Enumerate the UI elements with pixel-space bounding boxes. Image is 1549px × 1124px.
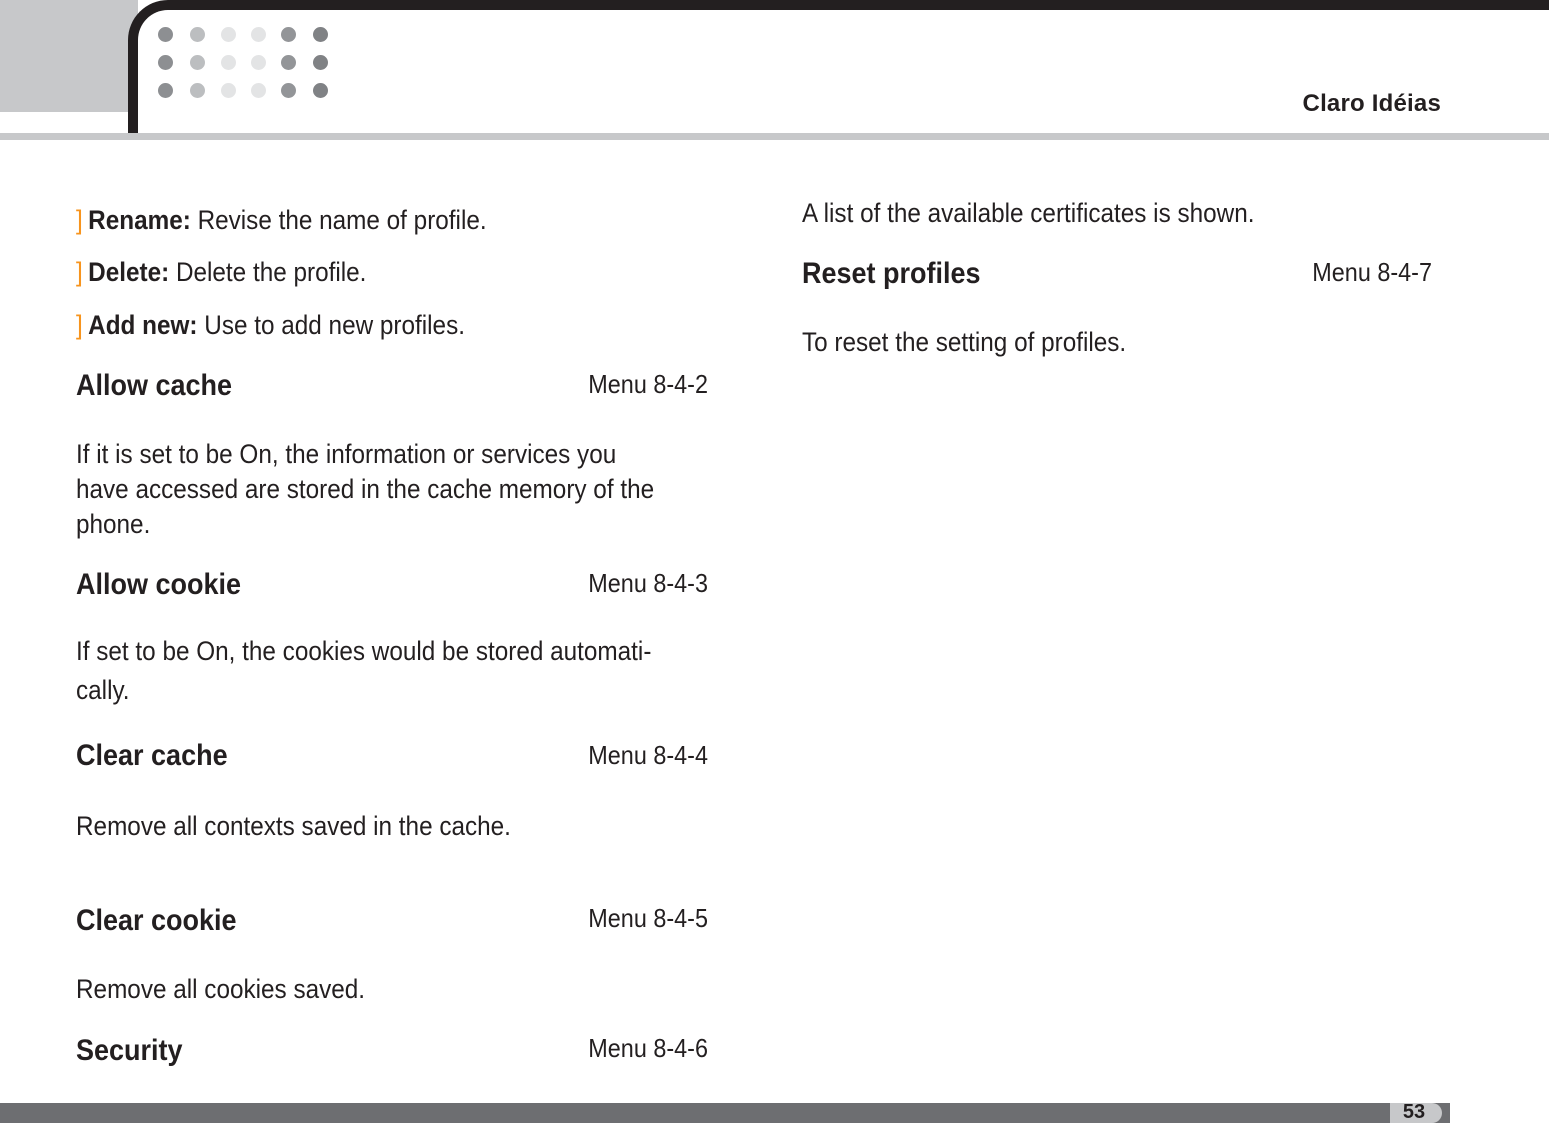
section-title-security: Security <box>76 1034 183 1067</box>
dot-decoration <box>190 55 205 70</box>
menu-ref-security: Menu 8-4-6 <box>588 1033 708 1063</box>
dot-decoration <box>221 83 236 98</box>
bullet-term: Delete: <box>88 257 170 287</box>
bullet-item-rename <box>76 203 487 238</box>
dot-decoration <box>221 55 236 70</box>
bullet-item-add-new <box>76 308 465 343</box>
bullet-icon: ] <box>76 310 83 340</box>
dot-decoration <box>221 27 236 42</box>
dot-decoration <box>190 27 205 42</box>
header-rule <box>0 133 1549 140</box>
bullet-icon: ] <box>76 205 83 235</box>
menu-ref-clear-cookie: Menu 8-4-5 <box>588 903 708 933</box>
menu-ref-allow-cache: Menu 8-4-2 <box>588 369 708 399</box>
section-body-line: have accessed are stored in the cache memory of the <box>76 474 655 504</box>
dot-decoration <box>281 55 296 70</box>
dot-decoration <box>313 27 328 42</box>
menu-ref-allow-cookie: Menu 8-4-3 <box>588 568 708 598</box>
dot-decoration <box>158 55 173 70</box>
dot-pattern-decoration <box>158 27 338 102</box>
header-tab-block <box>0 0 138 112</box>
dot-decoration <box>281 83 296 98</box>
section-body-line: If set to be On, the cookies would be stored automati- <box>76 636 652 666</box>
dot-decoration <box>158 27 173 42</box>
section-title-clear-cache: Clear cache <box>76 739 228 772</box>
section-body-line: Remove all contexts saved in the cache. <box>76 811 511 841</box>
footer-bar <box>0 1103 1450 1123</box>
section-title-reset-profiles: Reset profiles <box>802 257 981 290</box>
certificates-intro-text: A list of the available certificates is shown. <box>802 198 1255 228</box>
dot-decoration <box>158 83 173 98</box>
bullet-term: Add new: <box>88 310 198 340</box>
section-title-clear-cookie: Clear cookie <box>76 904 237 937</box>
section-body-line: phone. <box>76 509 151 539</box>
section-body-line: If it is set to be On, the information or services you <box>76 439 617 469</box>
section-title-allow-cookie: Allow cookie <box>76 568 242 601</box>
bullet-term: Rename: <box>88 205 191 235</box>
dot-decoration <box>313 83 328 98</box>
section-body-line: cally. <box>76 675 130 705</box>
dot-decoration <box>251 83 266 98</box>
bullet-text: Use to add new profiles. <box>204 310 465 340</box>
dot-decoration <box>251 55 266 70</box>
page-header-title: Claro Idéias <box>1302 90 1441 117</box>
bullet-text: Delete the profile. <box>175 257 367 287</box>
bullet-text: Revise the name of profile. <box>197 205 487 235</box>
section-body-line: Remove all cookies saved. <box>76 974 366 1004</box>
dot-decoration <box>251 27 266 42</box>
bullet-item-delete <box>76 255 366 290</box>
dot-decoration <box>190 83 205 98</box>
dot-decoration <box>281 27 296 42</box>
section-body-line: To reset the setting of profiles. <box>802 327 1127 357</box>
menu-ref-reset-profiles: Menu 8-4-7 <box>1312 257 1432 287</box>
section-title-allow-cache: Allow cache <box>76 369 233 402</box>
dot-decoration <box>313 55 328 70</box>
page-number: 53 <box>1402 1101 1426 1123</box>
header-frame <box>128 0 1549 140</box>
menu-ref-clear-cache: Menu 8-4-4 <box>588 740 708 770</box>
bullet-icon: ] <box>76 257 83 287</box>
